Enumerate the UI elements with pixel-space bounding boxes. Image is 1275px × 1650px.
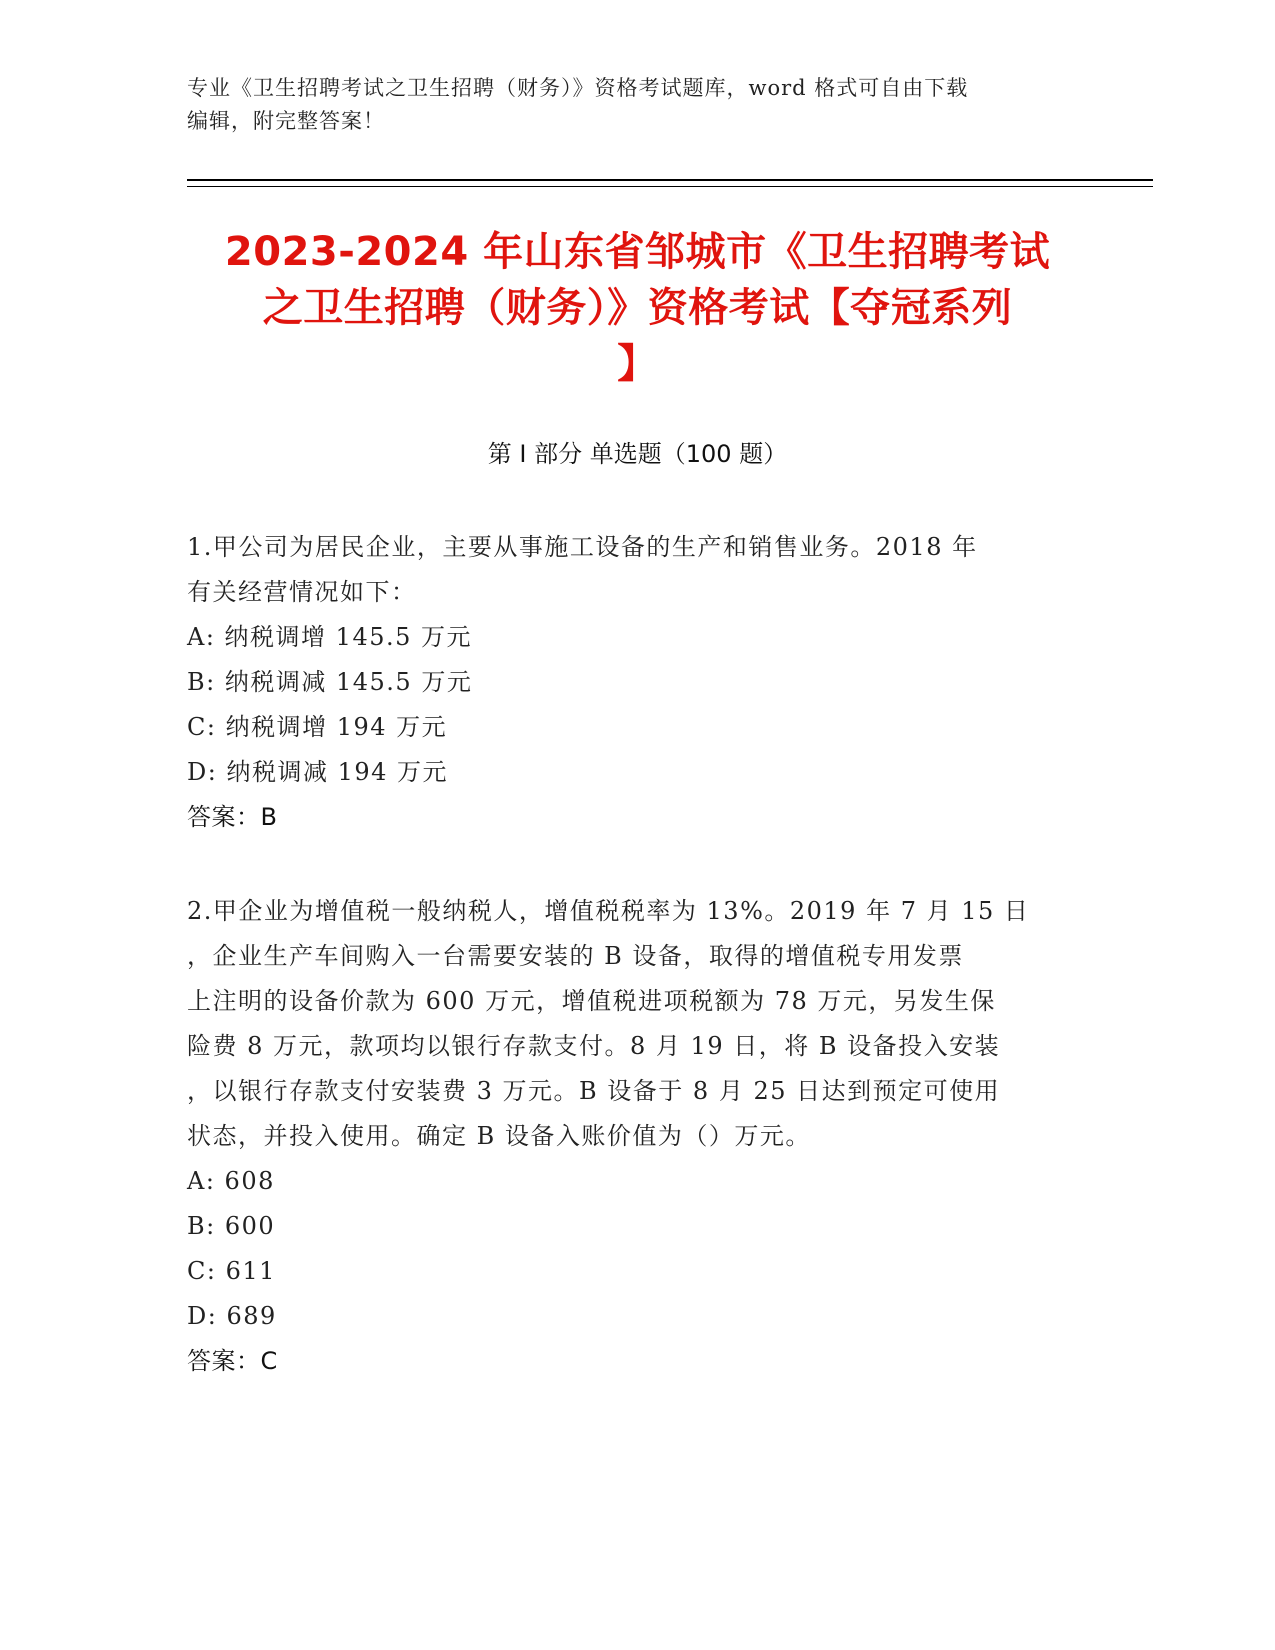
header-note — [187, 72, 1087, 138]
option-c: C: 611 — [187, 1257, 276, 1285]
header-note-line: 专业《卫生招聘考试之卫生招聘（财务）》资格考试题库，word 格式可自由下载 — [187, 76, 969, 100]
option-b: B: 纳税调减 145.5 万元 — [187, 668, 473, 696]
section-heading: 第 I 部分 单选题（100 题） — [487, 440, 788, 468]
option-a: A: 纳税调增 145.5 万元 — [187, 623, 473, 651]
option-c: C: 纳税调增 194 万元 — [187, 713, 448, 741]
question-stem-line: 1.甲公司为居民企业，主要从事施工设备的生产和销售业务。2018 年 — [187, 533, 978, 561]
question-block — [187, 889, 1087, 1384]
header-note-line: 编辑，附完整答案！ — [187, 109, 385, 133]
document-title-line: 之卫生招聘（财务）》资格考试【夺冠系列 — [262, 285, 1013, 331]
question-stem-line: 状态，并投入使用。确定 B 设备入账价值为（）万元。 — [187, 1122, 811, 1150]
question-block — [187, 525, 1087, 840]
document-title-line: 】 — [617, 341, 658, 387]
option-d: D: 纳税调减 194 万元 — [187, 758, 449, 786]
question-stem-line: 2.甲企业为增值税一般纳税人，增值税税率为 13%。2019 年 7 月 15 日 — [187, 897, 1030, 925]
document-title-line: 2023-2024 年山东省邹城市《卫生招聘考试 — [224, 229, 1051, 275]
answer-label: 答案：C — [187, 1347, 278, 1375]
option-d: D: 689 — [187, 1302, 277, 1330]
option-a: A: 608 — [187, 1167, 275, 1195]
question-stem-line: 险费 8 万元，款项均以银行存款支付。8 月 19 日，将 B 设备投入安装 — [187, 1032, 1001, 1060]
document-title — [150, 224, 1125, 392]
question-stem-line: 有关经营情况如下： — [187, 578, 417, 606]
question-stem-line: ，以银行存款支付安装费 3 万元。B 设备于 8 月 25 日达到预定可使用 — [187, 1077, 1001, 1105]
question-stem-line: 上注明的设备价款为 600 万元，增值税进项税额为 78 万元，另发生保 — [187, 987, 996, 1015]
header-divider-thin — [187, 186, 1153, 187]
option-b: B: 600 — [187, 1212, 276, 1240]
header-divider-thick — [187, 179, 1153, 181]
question-stem-line: ，企业生产车间购入一台需要安装的 B 设备，取得的增值税专用发票 — [187, 942, 964, 970]
answer-label: 答案：B — [187, 803, 278, 831]
